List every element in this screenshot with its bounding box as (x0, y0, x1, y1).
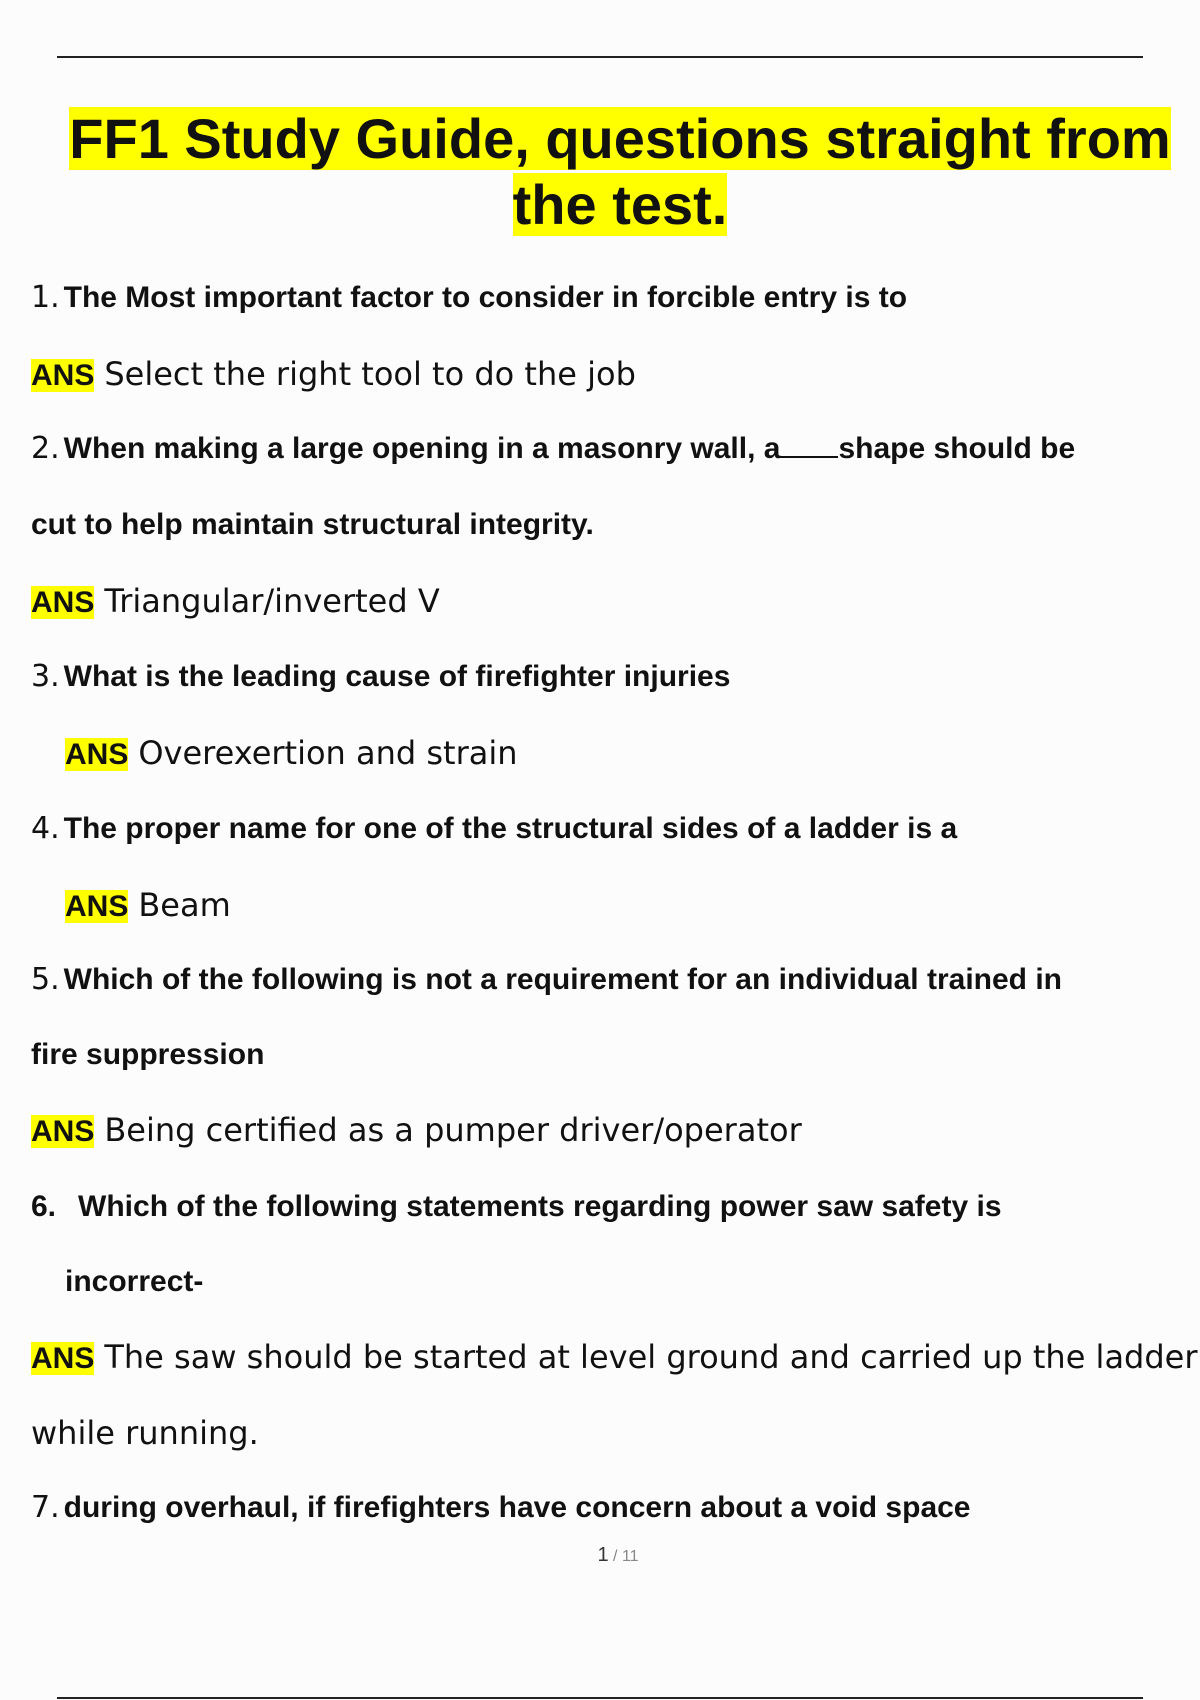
question-text: Which of the following statements regarding power saw safety is (78, 1190, 1002, 1223)
title-line-1: FF1 Study Guide, questions straight from (69, 107, 1171, 170)
question-text-line-2: cut to help maintain structural integrity. (31, 508, 594, 541)
current-page: 1 (597, 1544, 609, 1566)
question-text-line-2: fire suppression (31, 1038, 265, 1071)
question-text: What is the leading cause of firefighter injuries (63, 660, 731, 693)
title-line-2: the test. (512, 173, 728, 236)
question-text: The proper name for one of the structural sides of a ladder is a (63, 812, 958, 845)
answer-label: ANS (31, 1342, 95, 1375)
bottom-rule (57, 1697, 1143, 1699)
answer-text: Beam (138, 886, 231, 924)
question-6 (31, 1189, 1002, 1225)
answer-6 (31, 1338, 1198, 1378)
answer-label: ANS (31, 1115, 95, 1148)
answer-text-line-2: while running. (31, 1414, 259, 1452)
total-pages: 11 (621, 1548, 639, 1565)
question-2-line-2 (31, 507, 594, 543)
answer-label: ANS (31, 586, 95, 619)
top-rule (57, 56, 1143, 58)
answer-text: Overexertion and strain (138, 734, 518, 772)
answer-label: ANS (65, 738, 129, 771)
answer-text: Being certified as a pumper driver/operator (104, 1111, 802, 1149)
question-1 (31, 280, 907, 316)
question-5 (31, 962, 1062, 998)
answer-5 (31, 1111, 802, 1151)
question-number: 7. (31, 1490, 60, 1525)
question-number: 5. (31, 962, 60, 997)
question-5-line-2 (31, 1037, 264, 1073)
question-6-line-2 (65, 1264, 203, 1300)
answer-text: The saw should be started at level ground and carried up the ladder (104, 1338, 1198, 1376)
page-indicator (0, 1544, 1200, 1567)
answer-text: Triangular/inverted V (104, 582, 440, 620)
answer-1 (31, 355, 636, 395)
answer-label: ANS (31, 359, 95, 392)
answer-2 (31, 582, 440, 622)
page-separator: / (613, 1548, 618, 1565)
answer-4 (65, 886, 231, 926)
question-number: 3. (31, 659, 60, 694)
question-text: during overhaul, if firefighters have concern about a void space (63, 1491, 971, 1524)
answer-6-line-2 (31, 1414, 259, 1452)
question-text: When making a large opening in a masonry wall, a (63, 432, 781, 465)
question-2 (31, 431, 1075, 467)
answer-text: Select the right tool to do the job (104, 355, 636, 393)
answer-label: ANS (65, 890, 129, 923)
question-number: 1. (31, 280, 60, 315)
question-number: 2. (31, 431, 60, 466)
question-number: 4. (31, 811, 60, 846)
question-text: Which of the following is not a requirement for an individual trained in (63, 963, 1062, 996)
question-7 (31, 1490, 971, 1526)
fill-in-blank (780, 434, 838, 458)
question-text: The Most important factor to consider in forcible entry is to (63, 281, 908, 314)
document-title (60, 106, 1180, 238)
question-4 (31, 811, 957, 847)
question-text-line-2: incorrect- (65, 1265, 204, 1298)
answer-3 (65, 734, 518, 774)
question-number: 6. (31, 1190, 57, 1223)
question-text-continued: shape should be (838, 432, 1076, 465)
question-3 (31, 659, 730, 695)
